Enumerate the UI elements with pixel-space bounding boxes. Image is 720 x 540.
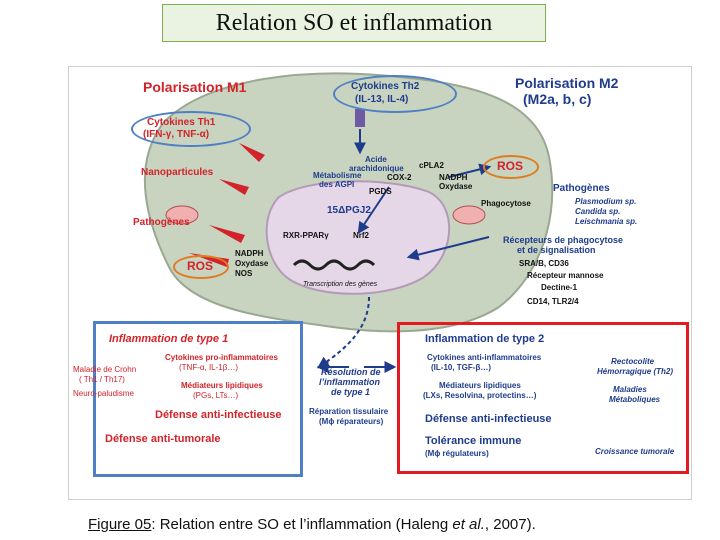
reparation-line2: (Mϕ réparateurs) (319, 417, 384, 426)
cytokines-pro-line1: Cytokines pro-inflammatoires (165, 353, 278, 362)
rectocolite-line2: Hémorragique (Th2) (597, 367, 674, 376)
cytokines-th2-list: (IL-13, IL-4) (355, 94, 409, 105)
inflammation-type2-title: Inflammation de type 2 (425, 333, 545, 345)
receptor-sra: SRA/B, CD36 (519, 259, 569, 268)
recepteurs-line1: Récepteurs de phagocytose (503, 235, 624, 245)
acide-label: Acide (365, 155, 387, 164)
rectocolite-line1: Rectocolite (611, 357, 655, 366)
figure-caption (88, 516, 536, 533)
resolution-line3: de type 1 (331, 387, 371, 397)
species-1: Plasmodium sp. (575, 197, 637, 206)
phagocytose-label: Phagocytose (481, 199, 531, 208)
cox2-label: COX-2 (387, 173, 412, 182)
species-3: Leischmania sp. (575, 217, 638, 226)
diagram-figure (68, 66, 692, 500)
figure-label: Figure 05 (88, 516, 152, 533)
cytokines-anti-line1: Cytokines anti-inflammatoires (427, 353, 542, 362)
pathogen-cell (453, 206, 485, 224)
reparation-line1: Réparation tissulaire (309, 407, 389, 416)
maladies-line1: Maladies (613, 385, 647, 394)
oxydase-right: Oxydase (439, 182, 473, 191)
croissance-tumorale: Croissance tumorale (595, 447, 675, 456)
caption-et-al: et al. (452, 516, 485, 533)
mediateurs-left-line1: Médiateurs lipidiques (181, 381, 263, 390)
neuro-paludisme: Neuro-paludisme (73, 389, 134, 398)
mediateurs-left-line2: (PGs, LTs…) (193, 391, 239, 400)
maladies-line2: Métaboliques (609, 395, 661, 404)
caption-text-after: , 2007). (484, 516, 536, 533)
mediateurs-right-line2: (LXs, Resolvina, protectins…) (423, 391, 537, 400)
resolution-line1: Résolution de (321, 367, 381, 377)
polarisation-m1: Polarisation M1 (143, 79, 247, 95)
mediateurs-right-line1: Médiateurs lipidiques (439, 381, 521, 390)
rxr-ppar-label: RXR-PPARγ (283, 231, 329, 240)
transcription-label: Transcription des gènes (303, 281, 378, 288)
nrf2-label: Nrf2 (353, 231, 370, 240)
cpla2-label: cPLA2 (419, 161, 444, 170)
pgj2-label: 15ΔPGJ2 (327, 205, 371, 216)
pathogenes-right-label: Pathogènes (553, 183, 610, 194)
nos-left: NOS (235, 269, 253, 278)
crohn-line1: Maladie de Crohn (73, 365, 137, 374)
ros-right-label: ROS (497, 159, 524, 173)
cytokines-pro-line2: (TNF-α, IL-1β…) (179, 363, 238, 372)
cytokines-th2-title: Cytokines Th2 (351, 81, 420, 92)
th2-receptor (355, 109, 365, 127)
oxydase-left: Oxydase (235, 259, 269, 268)
resolution-line2: l’inflammation (319, 377, 381, 387)
nadph-right: NADPH (439, 173, 468, 182)
polarisation-m2: Polarisation M2 (515, 75, 619, 91)
pgds-label: PGDS (369, 187, 392, 196)
inflammation-type1-title: Inflammation de type 1 (109, 333, 229, 345)
crohn-line2: ( Th1 / Th17) (79, 375, 125, 384)
species-2: Candida sp. (575, 207, 621, 216)
nanoparticules-label: Nanoparticules (141, 167, 214, 178)
defense-tumorale: Défense anti-tumorale (105, 433, 221, 445)
ros-left-label: ROS (187, 259, 214, 273)
agpi-label: des AGPI (319, 180, 355, 189)
arachidonique-label: arachidonique (349, 164, 404, 173)
metabolisme-label: Métabolisme (313, 171, 362, 180)
receptor-dectine: Dectine-1 (541, 283, 578, 292)
recepteurs-line2: et de signalisation (517, 245, 596, 255)
nadph-left: NADPH (235, 249, 264, 258)
cytokines-anti-line2: (IL-10, TGF-β…) (431, 363, 491, 372)
caption-text-before: : Relation entre SO et l’inflammation (Haleng (151, 516, 453, 533)
defense-left: Défense anti-infectieuse (155, 409, 282, 421)
pathogenes-left-label: Pathogènes (133, 217, 190, 228)
polarisation-m2-subtypes: (M2a, b, c) (523, 91, 592, 107)
tolerance-line1: Tolérance immune (425, 435, 522, 447)
cytokines-th1-list: (IFN-γ, TNF-α) (143, 129, 210, 140)
defense-right: Défense anti-infectieuse (425, 413, 552, 425)
slide-title: Relation SO et inflammation (162, 4, 546, 42)
tolerance-line2: (Mϕ régulateurs) (425, 449, 489, 458)
receptor-mannose: Récepteur mannose (527, 271, 604, 280)
cytokines-th1-title: Cytokines Th1 (147, 117, 216, 128)
receptor-cd14: CD14, TLR2/4 (527, 297, 579, 306)
